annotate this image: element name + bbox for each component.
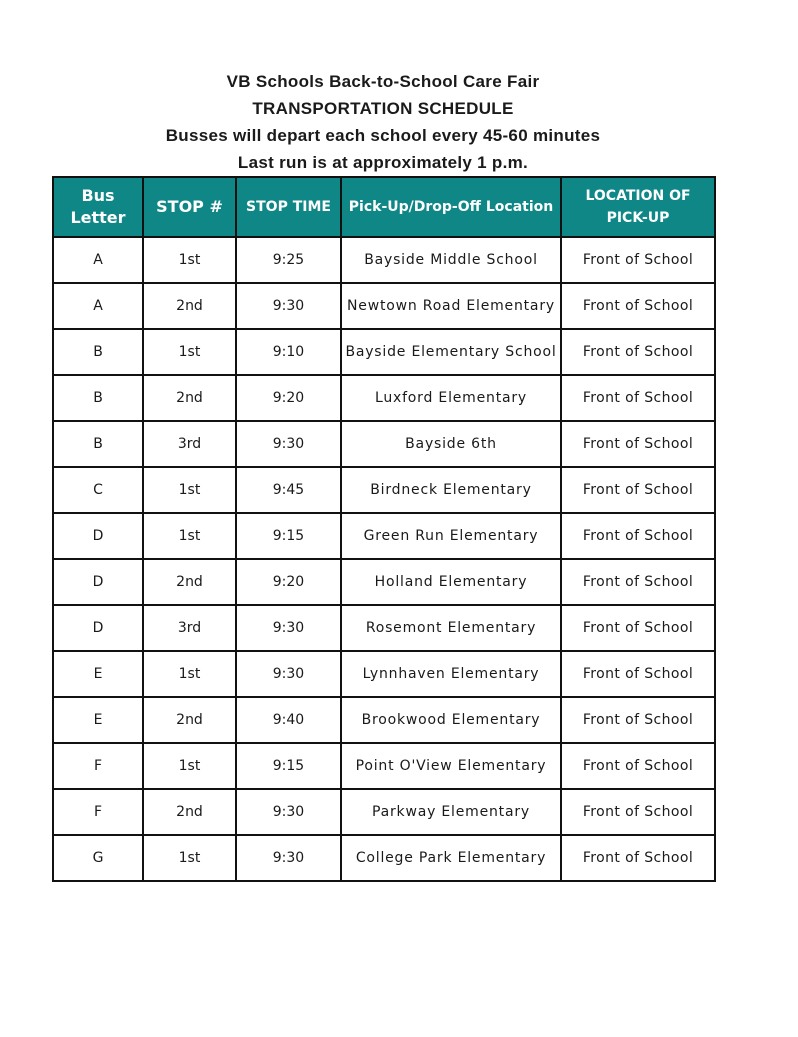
stop-time-cell: 9:30 [236,835,341,881]
bus-letter-cell: B [53,375,143,421]
stop-cell: 1st [143,467,236,513]
table-row [53,237,715,283]
departure-note: Busses will depart each school every 45-60 minutes [165,126,601,145]
location-cell: Luxford Elementary [341,375,561,421]
table-row [53,283,715,329]
table-row [53,789,715,835]
pickup-location-cell: Front of School [561,697,715,743]
pickup-location-cell: Front of School [561,513,715,559]
pickup-location-cell: Front of School [561,237,715,283]
location-cell: Bayside 6th [341,421,561,467]
table-header-row [53,177,715,237]
stop-cell: 3rd [143,421,236,467]
stop-cell: 2nd [143,283,236,329]
document-header [0,68,766,176]
bus-letter-cell: B [53,421,143,467]
bus-letter-cell: A [53,237,143,283]
bus-letter-cell: C [53,467,143,513]
table-row [53,467,715,513]
stop-time-cell: 9:15 [236,513,341,559]
table-row [53,651,715,697]
stop-cell: 1st [143,237,236,283]
stop-cell: 2nd [143,559,236,605]
table-row [53,559,715,605]
location-cell: Point O'View Elementary [341,743,561,789]
pickup-location-cell: Front of School [561,283,715,329]
table-row [53,513,715,559]
table-row [53,697,715,743]
stop-cell: 2nd [143,375,236,421]
table-row [53,743,715,789]
stop-time-cell: 9:30 [236,283,341,329]
column-header-pickup: LOCATION OF PICK-UP [561,177,715,237]
location-cell: Rosemont Elementary [341,605,561,651]
bus-letter-cell: E [53,697,143,743]
column-header-bus-letter: Bus Letter [53,177,143,237]
schedule-title: TRANSPORTATION SCHEDULE [252,99,514,118]
stop-time-cell: 9:30 [236,651,341,697]
table-row [53,605,715,651]
stop-time-cell: 9:30 [236,605,341,651]
location-cell: Newtown Road Elementary [341,283,561,329]
stop-cell: 1st [143,651,236,697]
bus-letter-cell: G [53,835,143,881]
column-header-stop-time: STOP TIME [236,177,341,237]
stop-cell: 2nd [143,697,236,743]
stop-time-cell: 9:45 [236,467,341,513]
pickup-location-cell: Front of School [561,835,715,881]
pickup-location-cell: Front of School [561,651,715,697]
stop-time-cell: 9:40 [236,697,341,743]
table-row [53,835,715,881]
stop-cell: 1st [143,513,236,559]
table-row [53,375,715,421]
stop-cell: 1st [143,743,236,789]
bus-letter-cell: D [53,559,143,605]
location-cell: Bayside Middle School [341,237,561,283]
location-cell: Lynnhaven Elementary [341,651,561,697]
bus-letter-cell: E [53,651,143,697]
pickup-location-cell: Front of School [561,559,715,605]
table-row [53,329,715,375]
table-row [53,421,715,467]
stop-time-cell: 9:20 [236,375,341,421]
stop-cell: 1st [143,835,236,881]
stop-time-cell: 9:25 [236,237,341,283]
bus-letter-cell: D [53,605,143,651]
column-header-stop: STOP # [143,177,236,237]
transportation-table [52,176,716,882]
stop-time-cell: 9:15 [236,743,341,789]
bus-letter-cell: F [53,743,143,789]
stop-cell: 2nd [143,789,236,835]
location-cell: Birdneck Elementary [341,467,561,513]
stop-time-cell: 9:20 [236,559,341,605]
location-cell: Brookwood Elementary [341,697,561,743]
stop-time-cell: 9:30 [236,421,341,467]
bus-letter-cell: F [53,789,143,835]
column-header-location: Pick-Up/Drop-Off Location [341,177,561,237]
location-cell: Bayside Elementary School [341,329,561,375]
pickup-location-cell: Front of School [561,375,715,421]
location-cell: Holland Elementary [341,559,561,605]
stop-cell: 3rd [143,605,236,651]
bus-letter-cell: D [53,513,143,559]
bus-letter-cell: B [53,329,143,375]
last-run-note: Last run is at approximately 1 p.m. [237,153,529,172]
location-cell: College Park Elementary [341,835,561,881]
location-cell: Parkway Elementary [341,789,561,835]
stop-time-cell: 9:10 [236,329,341,375]
pickup-location-cell: Front of School [561,467,715,513]
location-cell: Green Run Elementary [341,513,561,559]
pickup-location-cell: Front of School [561,605,715,651]
bus-letter-cell: A [53,283,143,329]
event-title: VB Schools Back-to-School Care Fair [226,72,540,91]
stop-time-cell: 9:30 [236,789,341,835]
pickup-location-cell: Front of School [561,743,715,789]
pickup-location-cell: Front of School [561,789,715,835]
pickup-location-cell: Front of School [561,329,715,375]
stop-cell: 1st [143,329,236,375]
pickup-location-cell: Front of School [561,421,715,467]
table-body [53,237,715,881]
